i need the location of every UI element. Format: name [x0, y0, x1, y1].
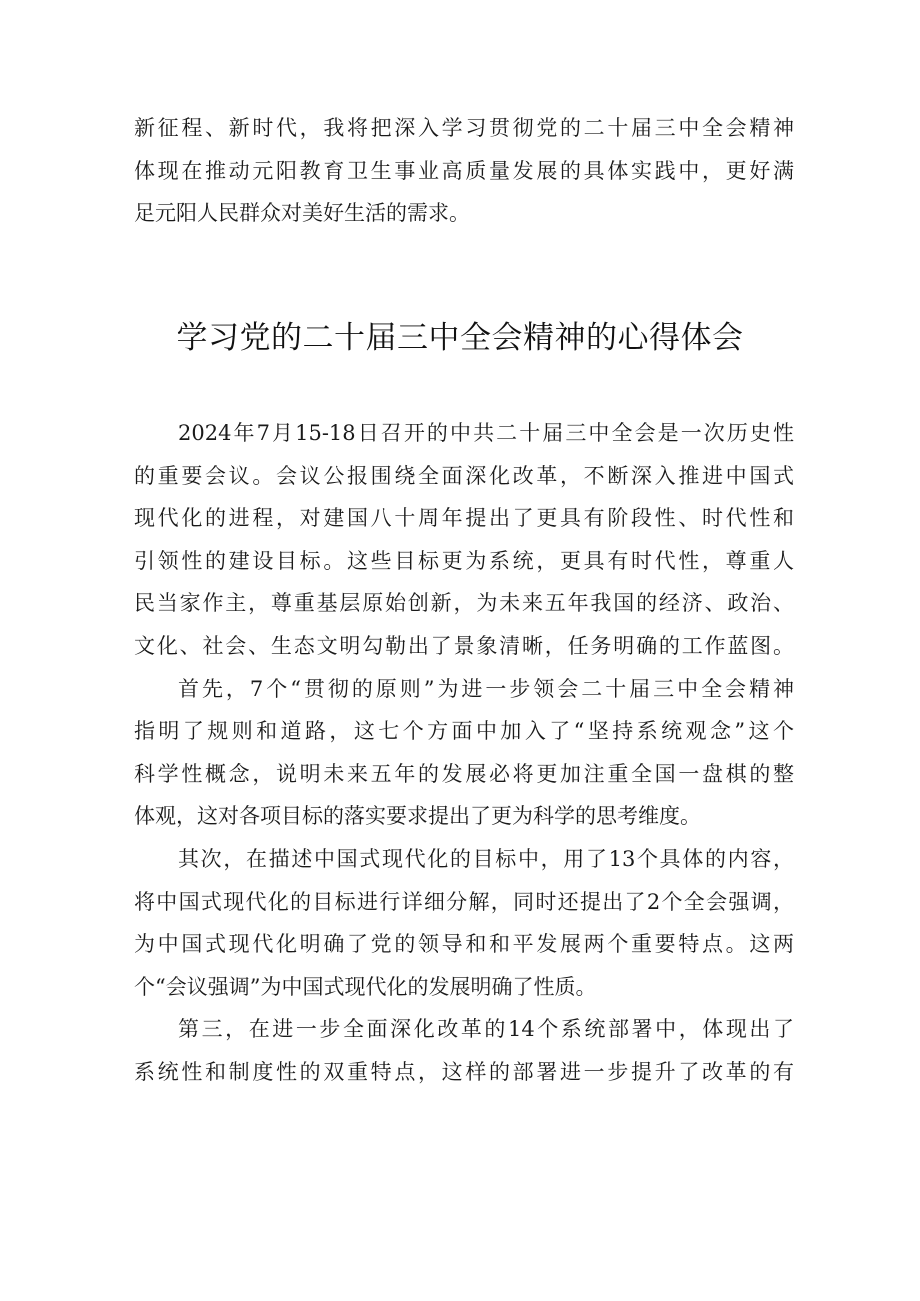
text-line: 体现在推动元阳教育卫生事业高质量发展的具体实践中，更好满 [134, 158, 794, 183]
text-line: 个“会议强调”为中国式现代化的发展明确了性质。 [134, 974, 597, 999]
text-line: 首先，7个“贯彻的原则”为进一步领会二十届三中全会精神 [178, 676, 794, 701]
text-line: 民当家作主，尊重基层原始创新，为未来五年我国的经济、政治、 [134, 591, 794, 616]
text-line: 其次，在描述中国式现代化的目标中，用了13个具体的内容， [178, 846, 794, 871]
text-line: 指明了规则和道路，这七个方面中加入了“坚持系统观念”这个 [134, 719, 794, 744]
document-body [134, 412, 794, 1094]
text-line: 现代化的进程，对建国八十周年提出了更具有阶段性、时代性和 [134, 506, 794, 531]
text-line: 第三，在进一步全面深化改革的14个系统部署中，体现出了 [178, 1017, 794, 1042]
text-line: 新征程、新时代，我将把深入学习贯彻党的二十届三中全会精神 [134, 116, 794, 140]
text-line: 文化、社会、生态文明勾勒出了景象清晰，任务明确的工作蓝图。 [134, 633, 794, 658]
text-line: 的重要会议。会议公报围绕全面深化改革，不断深入推进中国式 [134, 463, 794, 488]
text-line: 2024年7月15-18日召开的中共二十届三中全会是一次历史性 [178, 421, 794, 445]
text-line: 系统性和制度性的双重特点，这样的部署进一步提升了改革的有 [134, 1059, 794, 1084]
text-line: 将中国式现代化的目标进行详细分解，同时还提出了2个全会强调， [134, 889, 794, 914]
text-line: 足元阳人民群众对美好生活的需求。 [134, 201, 470, 226]
text-line: 引领性的建设目标。这些目标更为系统，更具有时代性，尊重人 [134, 548, 794, 573]
text-line: 科学性概念，说明未来五年的发展必将更加注重全国一盘棋的整 [134, 761, 794, 786]
text-line: 体观，这对各项目标的落实要求提出了更为科学的思考维度。 [134, 804, 701, 829]
text-line: 为中国式现代化明确了党的领导和和平发展两个重要特点。这两 [134, 932, 794, 957]
document-title: 学习党的二十届三中全会精神的心得体会 [176, 320, 744, 356]
intro-paragraph [134, 107, 794, 235]
